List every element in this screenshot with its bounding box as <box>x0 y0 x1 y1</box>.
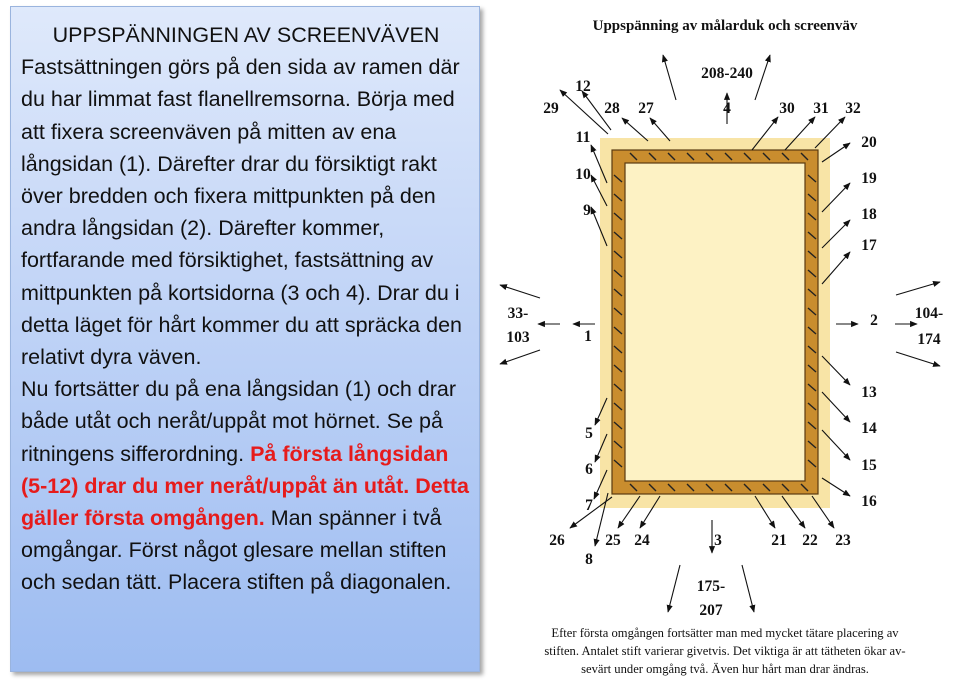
label-22: 22 <box>802 532 818 549</box>
label-18: 18 <box>861 206 877 223</box>
label-23: 23 <box>835 532 851 549</box>
label-19: 19 <box>861 170 877 187</box>
stretching-diagram <box>490 0 959 683</box>
label-28: 28 <box>604 100 620 117</box>
label-9: 9 <box>583 202 591 219</box>
label-5: 5 <box>585 425 593 442</box>
frame-inner-area <box>625 163 805 481</box>
label-104-174-a: 104- <box>914 305 944 322</box>
caption-line-3: sevärt under omgång två. Även hur hårt man drar ändras. <box>581 662 869 676</box>
label-29: 29 <box>543 100 559 117</box>
label-20: 20 <box>861 134 877 151</box>
instruction-text-panel <box>10 6 480 672</box>
label-10: 10 <box>575 166 591 183</box>
label-27: 27 <box>638 100 654 117</box>
label-104-174-b: 174 <box>917 331 941 348</box>
label-11: 11 <box>575 129 591 146</box>
label-7: 7 <box>585 497 593 514</box>
label-1: 1 <box>584 328 592 345</box>
label-33-103-b: 103 <box>506 329 530 346</box>
label-26: 26 <box>549 532 565 549</box>
paragraph-2-end: Man spänner i två omgångar. Först något glesare mellan stiften och sedan tätt. Placera stiften på diagonalen. <box>21 506 452 595</box>
label-2: 2 <box>870 312 878 329</box>
paragraph-2 <box>21 373 471 598</box>
label-6: 6 <box>585 461 593 478</box>
label-21: 21 <box>771 532 787 549</box>
diagram-title: Uppspänning av målarduk och screenväv <box>592 18 858 34</box>
label-13: 13 <box>861 384 877 401</box>
label-12: 12 <box>575 78 591 95</box>
label-14: 14 <box>861 420 877 437</box>
label-30: 30 <box>779 100 795 117</box>
label-175-207-b: 207 <box>699 602 723 619</box>
label-24: 24 <box>634 532 650 549</box>
paragraph-1: Fastsättningen görs på den sida av ramen där du har limmat fast flanellremsorna. Börja med att fixera screenväven på mitten av ena långsidan (1). Därefter drar du försiktigt rakt över bredden och fixera mittpunkten på den andra långsidan (2). Därefter kommer, fortfarande med försiktighet, fastsättning av mittpunkten på kortsidorna (3 och 4). Drar du i detta läget för hårt kommer du att spräcka den relativt dyra väven. <box>21 55 462 370</box>
paragraph-2-emphasis: På första långsidan (5-12) drar du mer neråt/uppåt än utåt. Detta gäller första omgången. <box>21 441 469 531</box>
panel-heading: UPPSPÄNNINGEN AV SCREENVÄVEN <box>52 23 440 47</box>
label-32: 32 <box>845 100 861 117</box>
label-4: 4 <box>723 100 731 117</box>
label-33-103-a: 33- <box>507 305 529 322</box>
label-15: 15 <box>861 457 877 474</box>
caption-line-2: stiften. Antalet stift varierar givetvis. Det viktiga är att tätheten ökar av- <box>544 644 906 658</box>
label-17: 17 <box>861 237 877 254</box>
label-31: 31 <box>813 100 829 117</box>
paragraph-2-start: Nu fortsätter du på ena långsidan (1) och drar både utåt och neråt/uppåt mot hörnet. Se på ritningens sifferordning. <box>21 377 457 466</box>
label-25: 25 <box>605 532 621 549</box>
label-3: 3 <box>714 532 722 549</box>
label-8: 8 <box>585 551 593 568</box>
label-208-240: 208-240 <box>701 65 753 82</box>
label-175-207-a: 175- <box>696 578 726 595</box>
caption-line-1: Efter första omgången fortsätter man med mycket tätare placering av <box>551 626 899 640</box>
label-16: 16 <box>861 493 877 510</box>
